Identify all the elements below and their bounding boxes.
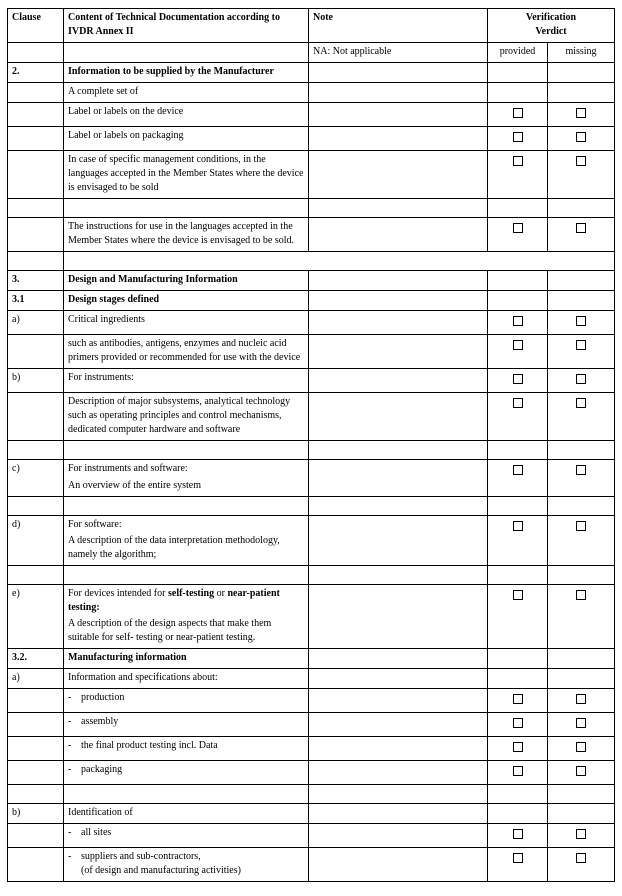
- note-legend: NA: Not applicable: [309, 43, 488, 63]
- provided-checkbox[interactable]: [513, 223, 523, 233]
- note-cell[interactable]: [309, 689, 488, 713]
- missing-checkbox[interactable]: [576, 340, 586, 350]
- note-cell[interactable]: [309, 393, 488, 441]
- missing-checkbox[interactable]: [576, 521, 586, 531]
- provided-checkbox[interactable]: [513, 590, 523, 600]
- provided-checkbox[interactable]: [513, 853, 523, 863]
- requirement-text: A description of the design aspects that make them suitable for self- testing or near-patient testing.: [68, 618, 272, 643]
- requirement-text: A description of the data interpretation methodology, namely the algorithm;: [68, 535, 280, 560]
- section-row: [8, 63, 615, 83]
- note-cell[interactable]: [309, 761, 488, 785]
- note-cell[interactable]: [309, 218, 488, 252]
- missing-checkbox[interactable]: [576, 156, 586, 166]
- content-header: Content of Technical Documentation according to IVDR Annex II: [64, 9, 309, 43]
- item-clause: d): [8, 516, 64, 566]
- subsection-row: [8, 649, 615, 669]
- note-cell[interactable]: [309, 151, 488, 199]
- empty-row: [8, 199, 615, 218]
- table-header-row: [8, 9, 615, 43]
- note-cell[interactable]: [309, 848, 488, 882]
- missing-checkbox[interactable]: [576, 374, 586, 384]
- empty-row: [8, 441, 615, 460]
- note-cell[interactable]: [309, 311, 488, 335]
- subsection-clause: 3.1: [8, 291, 64, 311]
- table-row: - the final product testing incl. Data: [8, 737, 615, 761]
- provided-checkbox[interactable]: [513, 340, 523, 350]
- missing-checkbox[interactable]: [576, 108, 586, 118]
- requirement-text: For devices intended for self-testing or near-patient testing:: [68, 588, 280, 613]
- requirement-text: Label or labels on the device: [64, 103, 309, 127]
- missing-checkbox[interactable]: [576, 590, 586, 600]
- note-cell[interactable]: [309, 335, 488, 369]
- requirement-text: The instructions for use in the languages accepted in the Member States where the device is envisaged to be sold.: [64, 218, 309, 252]
- missing-checkbox[interactable]: [576, 316, 586, 326]
- list-item: the final product testing incl. Data: [81, 740, 218, 751]
- table-row: [8, 218, 615, 252]
- requirement-text: An overview of the entire system: [68, 480, 202, 491]
- verdict-header-line2: Verdict: [535, 26, 567, 37]
- requirement-text: Description of major subsystems, analytical technology such as operating principles and control mechanisms, dedicated computer hardware and software: [64, 393, 309, 441]
- missing-checkbox[interactable]: [576, 829, 586, 839]
- table-row: [8, 103, 615, 127]
- table-row: - assembly: [8, 713, 615, 737]
- provided-checkbox[interactable]: [513, 132, 523, 142]
- table-row: [8, 516, 615, 566]
- missing-checkbox[interactable]: [576, 465, 586, 475]
- note-cell[interactable]: [309, 103, 488, 127]
- empty-row: [8, 566, 615, 585]
- table-row: [8, 369, 615, 393]
- table-row: [8, 335, 615, 369]
- section-title: Design and Manufacturing Information: [64, 271, 309, 291]
- requirement-text: such as antibodies, antigens, enzymes and nucleic acid primers provided or recommended for use with the device: [64, 335, 309, 369]
- item-clause: b): [8, 804, 64, 824]
- provided-checkbox[interactable]: [513, 829, 523, 839]
- provided-checkbox[interactable]: [513, 742, 523, 752]
- missing-checkbox[interactable]: [576, 742, 586, 752]
- empty-row: [8, 497, 615, 516]
- table-subheader-row: [8, 43, 615, 63]
- table-row: [8, 804, 615, 824]
- section-title: Information to be supplied by the Manufacturer: [64, 63, 309, 83]
- missing-checkbox[interactable]: [576, 853, 586, 863]
- missing-column-header: missing: [548, 43, 615, 63]
- list-item: production: [81, 692, 125, 703]
- requirement-text: Critical ingredients: [64, 311, 309, 335]
- table-row: [8, 127, 615, 151]
- requirement-text: Label or labels on packaging: [64, 127, 309, 151]
- note-cell[interactable]: [309, 127, 488, 151]
- requirement-text: In case of specific management conditions, in the languages accepted in the Member States where the device is envisaged to be sold: [64, 151, 309, 199]
- requirement-text: Identification of: [64, 804, 309, 824]
- item-clause: e): [8, 585, 64, 649]
- provided-checkbox[interactable]: [513, 521, 523, 531]
- table-row: [8, 585, 615, 649]
- missing-checkbox[interactable]: [576, 766, 586, 776]
- subsection-title: Design stages defined: [64, 291, 309, 311]
- section-clause: 2.: [8, 63, 64, 83]
- table-row: [8, 151, 615, 199]
- verdict-header-line1: Verification: [525, 12, 577, 23]
- clause-header: Clause: [8, 9, 64, 43]
- list-item: suppliers and sub-contractors,: [81, 851, 201, 862]
- list-item: packaging: [81, 764, 123, 775]
- list-item-detail: (of design and manufacturing activities): [81, 865, 241, 876]
- note-cell[interactable]: [309, 369, 488, 393]
- list-item: all sites: [81, 827, 112, 838]
- provided-checkbox[interactable]: [513, 465, 523, 475]
- requirement-text: Information and specifications about:: [64, 669, 309, 689]
- provided-checkbox[interactable]: [513, 108, 523, 118]
- provided-checkbox[interactable]: [513, 316, 523, 326]
- verification-verdict-header: [488, 9, 615, 43]
- item-clause: c): [8, 460, 64, 497]
- note-cell[interactable]: [309, 713, 488, 737]
- table-row: [8, 311, 615, 335]
- subsection-title: Manufacturing information: [64, 649, 309, 669]
- table-row: [8, 83, 615, 103]
- empty-row: [8, 252, 615, 271]
- missing-checkbox[interactable]: [576, 132, 586, 142]
- table-row: [8, 669, 615, 689]
- provided-checkbox[interactable]: [513, 718, 523, 728]
- missing-checkbox[interactable]: [576, 718, 586, 728]
- provided-checkbox[interactable]: [513, 156, 523, 166]
- subsection-clause: 3.2.: [8, 649, 64, 669]
- table-row: - all sites: [8, 824, 615, 848]
- table-row: - packaging: [8, 761, 615, 785]
- item-clause: b): [8, 369, 64, 393]
- note-cell[interactable]: [309, 516, 488, 566]
- provided-checkbox[interactable]: [513, 766, 523, 776]
- note-header: Note: [309, 9, 488, 43]
- empty-row: [8, 785, 615, 804]
- table-row: - production: [8, 689, 615, 713]
- table-row: [8, 393, 615, 441]
- subsection-row: [8, 291, 615, 311]
- note-cell[interactable]: [309, 460, 488, 497]
- item-clause: a): [8, 311, 64, 335]
- requirement-text: For software:: [68, 519, 122, 530]
- section-clause: 3.: [8, 271, 64, 291]
- missing-checkbox[interactable]: [576, 398, 586, 408]
- requirement-text: A complete set of: [64, 83, 309, 103]
- note-cell[interactable]: [309, 585, 488, 649]
- missing-checkbox[interactable]: [576, 223, 586, 233]
- provided-checkbox[interactable]: [513, 694, 523, 704]
- table-row: - suppliers and sub-contractors, (of design and manufacturing activities): [8, 848, 615, 882]
- table-row: [8, 460, 615, 497]
- note-cell[interactable]: [309, 737, 488, 761]
- requirement-text: For instruments and software:: [68, 463, 188, 474]
- missing-checkbox[interactable]: [576, 694, 586, 704]
- list-item: assembly: [81, 716, 119, 727]
- section-row: [8, 271, 615, 291]
- item-clause: a): [8, 669, 64, 689]
- note-cell[interactable]: [309, 824, 488, 848]
- technical-documentation-table: [7, 8, 615, 882]
- requirement-text: For instruments:: [64, 369, 309, 393]
- provided-checkbox[interactable]: [513, 374, 523, 384]
- provided-checkbox[interactable]: [513, 398, 523, 408]
- provided-column-header: provided: [488, 43, 548, 63]
